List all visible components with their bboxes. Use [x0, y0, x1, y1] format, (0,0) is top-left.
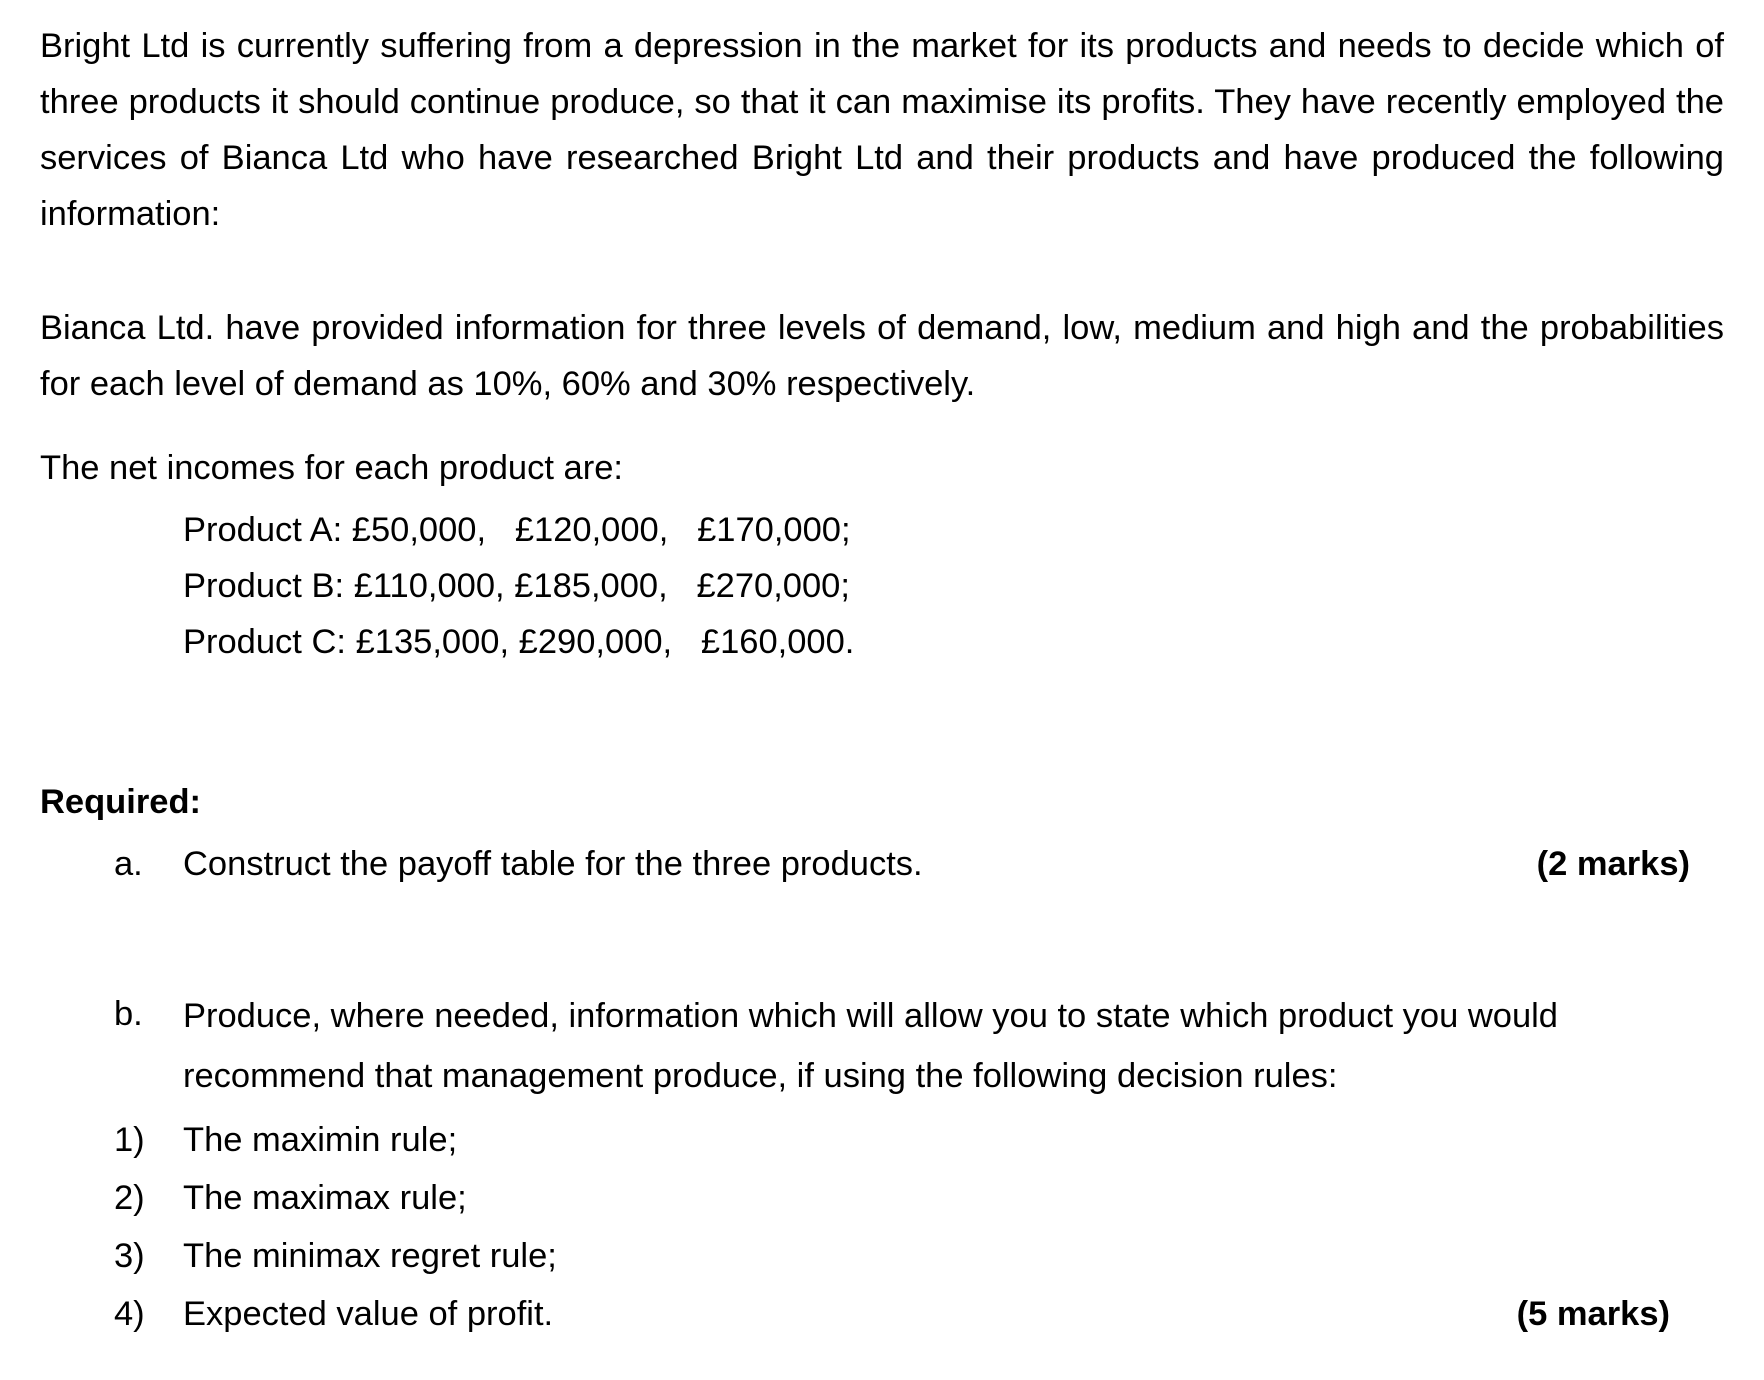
income-low: £135,000,	[355, 623, 510, 661]
part-a-text: Construct the payoff table for the three products.	[183, 845, 923, 883]
income-low: £110,000,	[353, 567, 505, 605]
net-income-row-a	[183, 502, 854, 558]
part-a-marks: (2 marks)	[1536, 845, 1690, 883]
intro-paragraph-2: Bianca Ltd. have provided information for three levels of demand, low, medium and high and the probabilities for each level of demand as 10%, 60% and 30% respectively.	[40, 309, 1724, 403]
income-low: £50,000,	[351, 511, 487, 549]
income-high: £170,000;	[697, 511, 851, 549]
rule-text: The maximin rule;	[183, 1121, 458, 1159]
income-medium: £185,000,	[514, 567, 668, 605]
product-label: Product B:	[183, 567, 345, 605]
required-heading: Required:	[40, 783, 202, 821]
rule-number: 3)	[114, 1237, 145, 1275]
rule-number: 2)	[114, 1179, 145, 1217]
rule-number: 1)	[114, 1121, 145, 1159]
product-label: Product C:	[183, 623, 346, 661]
part-b-marks: (5 marks)	[1516, 1295, 1670, 1333]
intro-paragraph-3: The net incomes for each product are:	[40, 449, 623, 487]
rule-text: The maximax rule;	[183, 1179, 467, 1217]
part-a-label: a.	[114, 845, 143, 883]
rule-text: The minimax regret rule;	[183, 1237, 557, 1275]
product-label: Product A:	[183, 511, 343, 549]
rule-text: Expected value of profit.	[183, 1295, 554, 1333]
part-b-text: Produce, where needed, information which will allow you to state which product you would recommend that management produce, if using the following decision rules:	[183, 997, 1558, 1095]
net-incomes-list	[183, 502, 854, 670]
net-income-row-b	[183, 558, 854, 614]
intro-paragraph-1: Bright Ltd is currently suffering from a depression in the market for its products and needs to decide which of three products it should continue produce, so that it can maximise its profits. They have recently employed the services of Bianca Ltd who have researched Bright Ltd and their products and have produced the following information:	[40, 27, 1724, 233]
income-medium: £120,000,	[514, 511, 669, 549]
income-high: £270,000;	[696, 567, 850, 605]
income-high: £160,000.	[700, 623, 855, 661]
part-b-label: b.	[114, 995, 143, 1033]
rule-number: 4)	[114, 1295, 145, 1333]
net-income-row-c	[183, 614, 854, 670]
income-medium: £290,000,	[518, 623, 673, 661]
